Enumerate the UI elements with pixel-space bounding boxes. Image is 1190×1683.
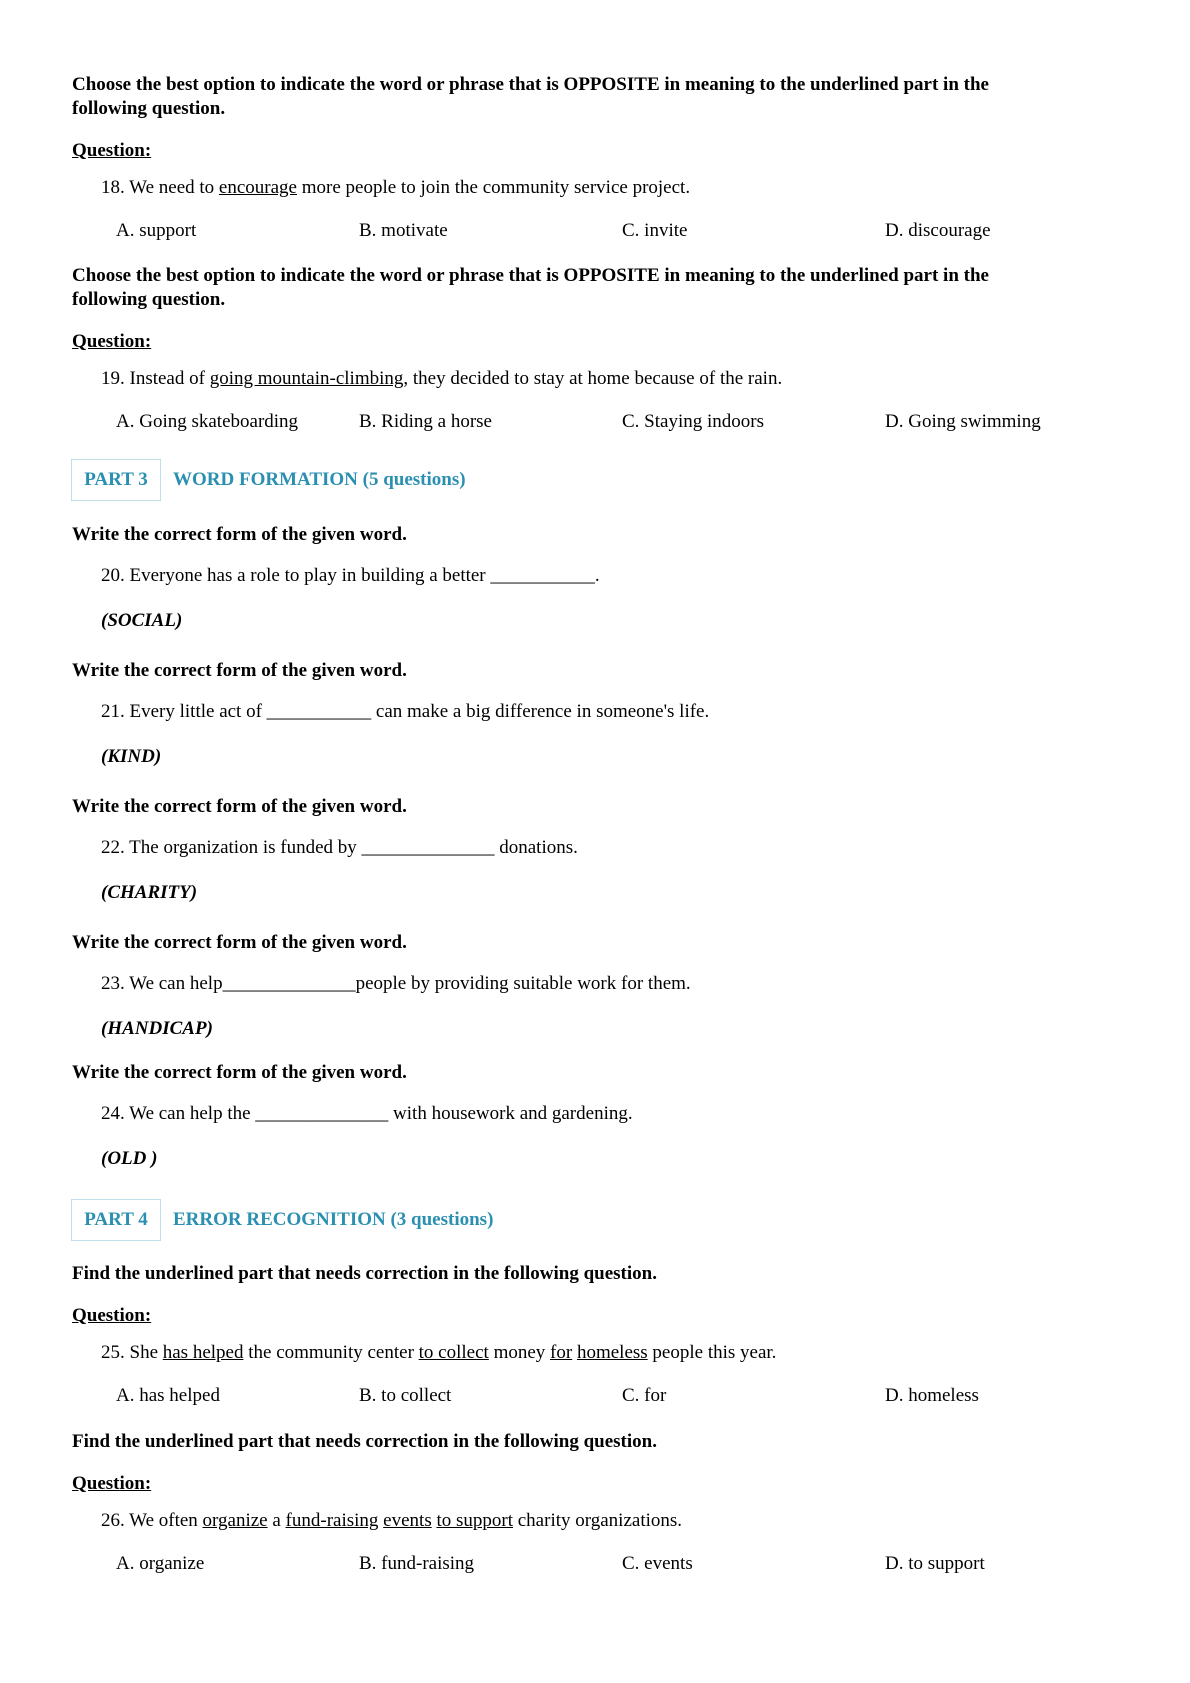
underlined-part-c: events (383, 1510, 432, 1531)
part4-title: ERROR RECOGNITION (3 questions) (173, 1209, 494, 1230)
question-stem-q26 (101, 1510, 682, 1532)
instruction-q26: Find the underlined part that needs correction in the following question. (72, 1431, 657, 1452)
stem-text: charity organizations. (517, 1510, 683, 1531)
option-b-q18: B. motivate (359, 220, 448, 241)
question-stem-q21: 21. Every little act of ___________ can make a big difference in someone's life. (101, 701, 710, 722)
option-c-q25: C. for (622, 1385, 667, 1406)
stem-text: a (272, 1510, 281, 1531)
option-d-q26: D. to support (885, 1553, 985, 1574)
underlined-part-a: has helped (162, 1342, 244, 1363)
underlined-part-d: homeless (576, 1342, 648, 1363)
instruction-q25: Find the underlined part that needs correction in the following question. (72, 1263, 657, 1284)
underlined-word: going mountain-climbing (209, 368, 404, 389)
question-stem-q24: 24. We can help the ______________ with housework and gardening. (101, 1103, 633, 1124)
question-stem-q23: 23. We can help______________people by providing suitable work for them. (101, 973, 691, 994)
part3-tag: PART 3 (71, 459, 161, 501)
underlined-part-a: organize (202, 1510, 268, 1531)
option-a-q26: A. organize (116, 1553, 205, 1574)
stem-text: money (493, 1342, 546, 1363)
question-stem-q25 (101, 1342, 776, 1364)
option-b-q25: B. to collect (359, 1385, 452, 1406)
question-stem-q18 (101, 177, 690, 199)
question-label-q18: Question: (72, 140, 152, 161)
stem-text: 25. She (101, 1342, 158, 1363)
word-hint-q22: (CHARITY) (101, 882, 198, 903)
stem-text: people this year. (652, 1342, 777, 1363)
option-a-q25: A. has helped (116, 1385, 220, 1406)
instruction-q24: Write the correct form of the given word. (72, 1062, 407, 1083)
instruction-q21: Write the correct form of the given word. (72, 660, 407, 681)
part4-tag: PART 4 (71, 1199, 161, 1241)
option-a-q18: A. support (116, 220, 197, 241)
instruction-q20: Write the correct form of the given word. (72, 524, 407, 545)
underlined-word: encourage (218, 177, 297, 198)
underlined-part-d: to support (436, 1510, 513, 1531)
option-d-q18: D. discourage (885, 220, 991, 241)
word-hint-q23: (HANDICAP) (101, 1018, 213, 1039)
option-c-q18: C. invite (622, 220, 688, 241)
question-stem-q20: 20. Everyone has a role to play in building a better ___________. (101, 565, 600, 586)
option-d-q25: D. homeless (885, 1385, 979, 1406)
question-number: 19. (101, 368, 125, 389)
stem-text: Instead of (129, 368, 205, 389)
question-stem-q22: 22. The organization is funded by ______________ donations. (101, 837, 578, 858)
instruction-q19: Choose the best option to indicate the word or phrase that is OPPOSITE in meaning to the underlined part in the following question. (72, 265, 989, 310)
instruction-q22: Write the correct form of the given word. (72, 796, 407, 817)
question-stem-q19 (101, 368, 782, 390)
word-hint-q21: (KIND) (101, 746, 162, 767)
option-c-q19: C. Staying indoors (622, 411, 764, 432)
option-b-q19: B. Riding a horse (359, 411, 492, 432)
question-label-q19: Question: (72, 331, 152, 352)
underlined-part-b: to collect (418, 1342, 489, 1363)
question-label-q25: Question: (72, 1305, 152, 1326)
word-hint-q24: (OLD ) (101, 1148, 158, 1169)
word-hint-q20: (SOCIAL) (101, 610, 183, 631)
stem-text: , they decided to stay at home because of the rain. (403, 368, 783, 389)
option-b-q26: B. fund-raising (359, 1553, 475, 1574)
stem-text: more people to join the community service project. (301, 177, 691, 198)
question-label-q26: Question: (72, 1473, 152, 1494)
stem-text: the community center (248, 1342, 414, 1363)
question-number: 18. (101, 177, 125, 198)
stem-text: 26. We often (101, 1510, 198, 1531)
option-c-q26: C. events (622, 1553, 693, 1574)
instruction-q18: Choose the best option to indicate the word or phrase that is OPPOSITE in meaning to the underlined part in the following question. (72, 74, 989, 119)
part3-title: WORD FORMATION (5 questions) (173, 469, 466, 490)
instruction-q23: Write the correct form of the given word. (72, 932, 407, 953)
option-a-q19: A. Going skateboarding (116, 411, 299, 432)
underlined-part-b: fund-raising (285, 1510, 379, 1531)
stem-text: We need to (129, 177, 215, 198)
underlined-part-c: for (550, 1342, 573, 1363)
option-d-q19: D. Going swimming (885, 411, 1041, 432)
